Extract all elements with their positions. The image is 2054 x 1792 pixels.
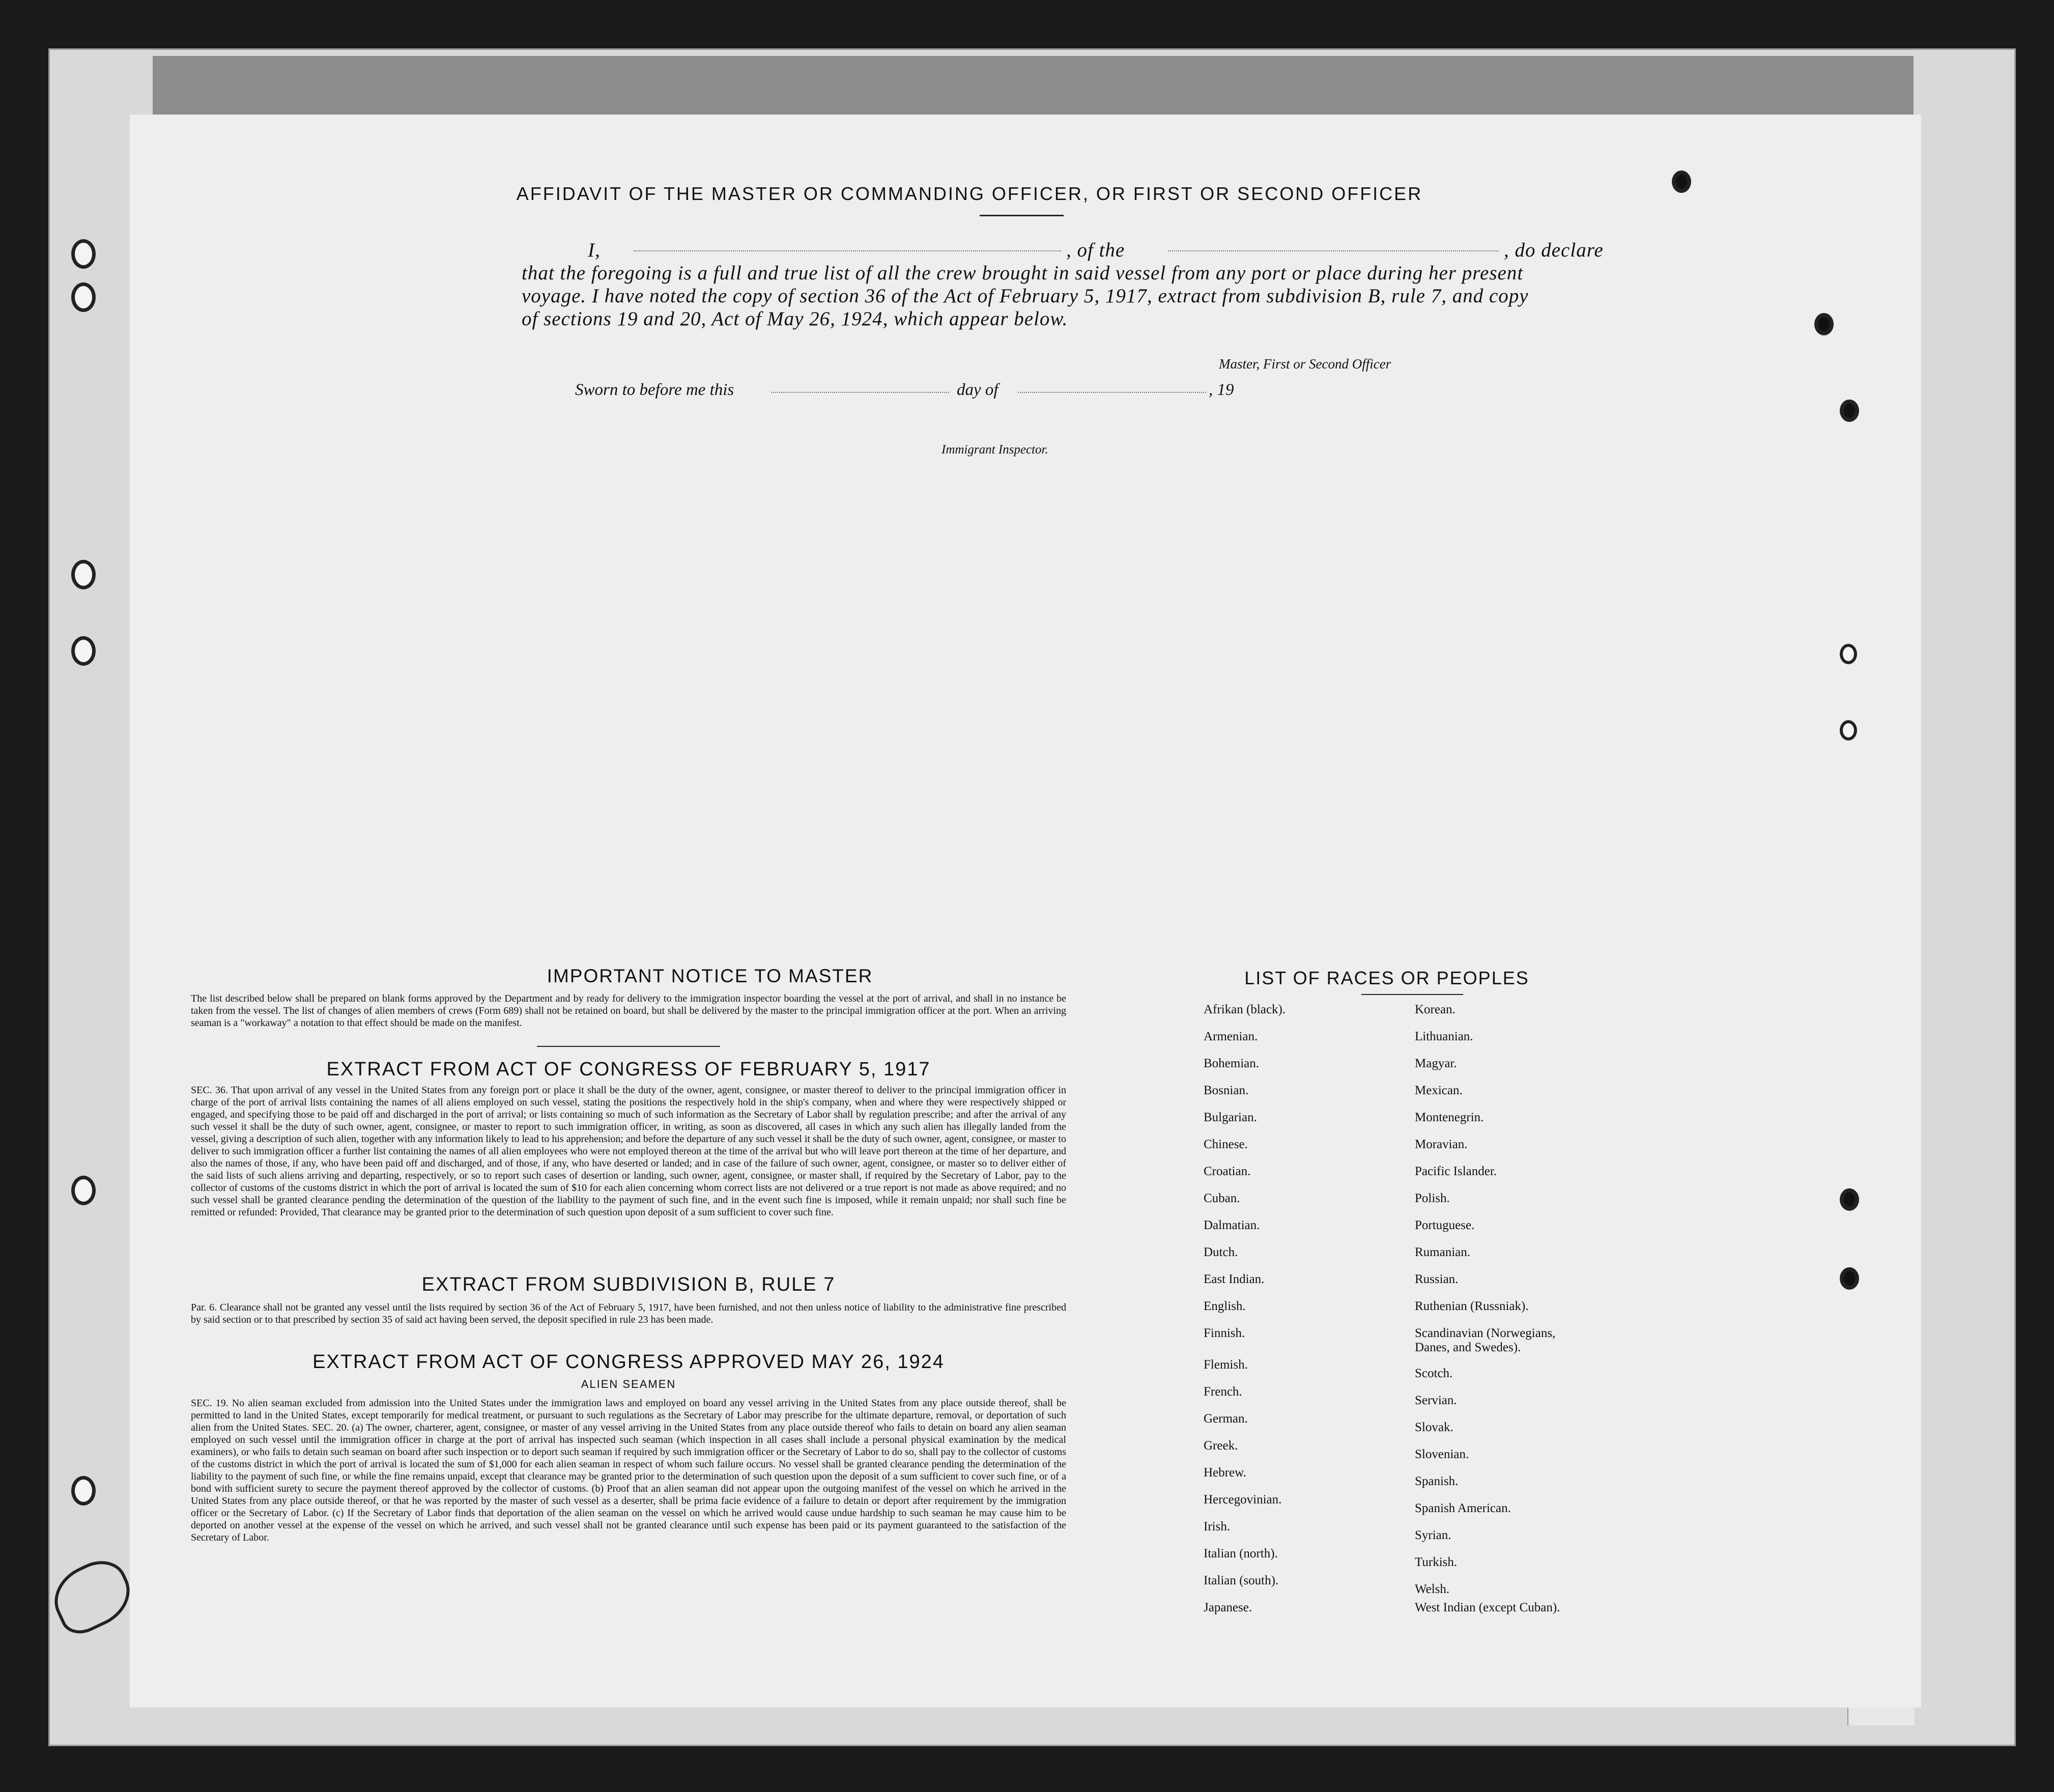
sworn-label: Sworn to before me this (575, 381, 734, 399)
binder-hole (71, 239, 96, 269)
race-item: Montenegrin. (1415, 1111, 1484, 1124)
race-item: Rumanian. (1415, 1245, 1471, 1259)
race-item: Spanish American. (1415, 1501, 1511, 1515)
affidavit-of-the: , of the (1066, 239, 1125, 261)
binder-hole (71, 1176, 96, 1205)
race-item: Slovak. (1415, 1420, 1453, 1434)
affidavit-line-1 (588, 239, 1631, 262)
name-blank (634, 250, 1061, 251)
month-blank (1018, 392, 1206, 393)
race-item: West Indian (except Cuban). (1415, 1601, 1560, 1614)
race-item: Flemish. (1204, 1358, 1248, 1372)
binder-hole (71, 560, 96, 589)
vessel-blank (1168, 250, 1499, 251)
race-item: Scotch. (1415, 1367, 1453, 1380)
affidavit-do-declare: , do declare (1504, 239, 1604, 261)
race-item: Moravian. (1415, 1137, 1468, 1151)
race-item: Finnish. (1204, 1326, 1245, 1340)
race-item: Mexican. (1415, 1084, 1463, 1097)
extract-1924-text: SEC. 19. No alien seaman excluded from admission into the United States under the immigration laws and employed on board any vessel arriving in the United States from any place outside thereof, shall be permitted to land in the United States, except temporarily for medical treatment, or pursuant to such regulations as the Secretary of Labor may prescribe for the ultimate departure, removal, or deportation of such alien from the United States. SEC. 20. (a) The owner, charterer, agent, consignee, or master of any vessel arriving in the United States from any place outside thereof who fails to detain on board any alien seaman employed on such vessel until the immigration officer in charge at the port of arrival has inspected such seaman (which inspection in all cases shall include a personal physical examination by the medical examiners), or who fails to detain such seaman on board after such inspection or to deport such seaman if required by such immigration officer or the Secretary of Labor to do so, shall pay to the collector of customs of the customs district in which the port of arrival is located the sum of $1,000 for each alien seaman in respect of whom such failure occurs. No vessel shall be granted clearance pending the determination of the liability to the payment of such fine, or while the fine remains unpaid, except that clearance may be granted prior to the determination of such question upon the deposit of a sum sufficient to cover such fine, or of a bond with sufficient surety to secure the payment thereof approved by the collector of customs. (b) Proof that an alien seaman did not appear upon the outgoing manifest of the vessel on which he arrived in the United States from any place outside thereof, or that he was reported by the master of such vessel as a deserter, shall be prima facie evidence of a failure to detain or deport after requirement by the immigration officer or the Secretary of Labor. (c) If the Secretary of Labor finds that deportation of the alien seaman on the vessel on which he arrived would cause undue hardship to such seaman he may cause him to be deported on another vessel at the expense of the vessel on which he arrived, and such vessel shall not be granted clearance until such expense has been paid or its payment guaranteed to the satisfaction of the Secretary of Labor. (191, 1398, 1066, 1543)
race-item: Servian. (1415, 1393, 1457, 1407)
race-item: East Indian. (1204, 1272, 1265, 1286)
notice-rule (537, 1046, 720, 1047)
extract-1917-title: EXTRACT FROM ACT OF CONGRESS OF FEBRUARY 5, 1917 (326, 1059, 931, 1080)
race-item: Dalmatian. (1204, 1218, 1260, 1232)
binder-hole (1840, 1267, 1859, 1290)
race-item: Irish. (1204, 1520, 1231, 1533)
affidavit-page (130, 115, 1921, 1708)
extract-1924-title: EXTRACT FROM ACT OF CONGRESS APPROVED MAY 26, 1924 (312, 1351, 945, 1373)
race-item: Italian (north). (1204, 1547, 1278, 1560)
race-item: Bohemian. (1204, 1057, 1260, 1070)
race-item: Portuguese. (1415, 1218, 1475, 1232)
binder-hole (71, 1476, 96, 1505)
binder-hole (1840, 1188, 1859, 1211)
notice-text: The list described below shall be prepared on blank forms approved by the Department and by ready for delivery to the immigration inspector boarding the vessel at the port of arrival, and shall in no instance be taken from the vessel. The list of changes of alien members of crews (Form 689) shall not be retained on board, but shall be delivered by the master to the principal immigration officer at the port. When an arriving seaman is a "workaway" a notation to that effect should be made on the manifest. (191, 993, 1066, 1029)
race-item: Afrikan (black). (1204, 1003, 1286, 1016)
race-item: Italian (south). (1204, 1574, 1279, 1587)
race-item: Korean. (1415, 1003, 1456, 1016)
binder-hole (71, 282, 96, 312)
race-item: Magyar. (1415, 1057, 1457, 1070)
binder-hole (1814, 313, 1834, 335)
race-item: Bosnian. (1204, 1084, 1249, 1097)
binder-hole (71, 636, 96, 666)
race-item: Bulgarian. (1204, 1111, 1257, 1124)
races-underline (1361, 994, 1463, 995)
race-item: German. (1204, 1412, 1248, 1426)
binder-hole (1840, 400, 1859, 422)
extract-1917-text: SEC. 36. That upon arrival of any vessel in the United States from any foreign port or place it shall be the duty of the owner, agent, consignee, or master thereof to deliver to the principal immigration officer in charge of the port of arrival lists containing the names of all aliens employed on such vessel, stating the positions the respectively hold in the ship's company, when and where they were respectively shipped or engaged, and specifying those to be paid off and discharged in the port of arrival; or lists containing so much of such information as the Secretary of Labor shall by regulation prescribe; and after the arrival of any such vessel it shall be the duty of such owner, agent, consignee, or master to report to such immigration officer, in writing, as soon as discovered, all cases in which any such alien has illegally landed from the vessel, giving a description of such alien, together with any information likely to lead to his apprehension; and before the departure of any such vessel it shall be the duty of such owner, agent, consignee, or master to deliver to such immigration officer a further list containing the names of all alien employees who were not employed thereon at the time of the arrival but who will leave port thereon at the time of her departure, and also the names of those, if any, who have been paid off and discharged, and of those, if any, who have deserted or landed; and in case of the failure of such owner, agent, consignee, or master so to deliver either of the said lists of such aliens arriving and departing, respectively, or so to report such cases of desertion or landing, such owner, agent, consignee, or master shall, if required by the Secretary of Labor, pay to the collector of customs of the customs district in which the port of arrival is located the sum of $10 for each alien concerning whom correct lists are not delivered or a true report is not made as above required; and no such vessel shall be granted clearance pending the determination of the question of the liability to the payment of such fine, and in the event such fine is imposed, while it remain unpaid; nor shall such fine be remitted or refunded: Provided, That clearance may be granted prior to the determination of such question upon deposit of a sum sufficient to cover such fine. (191, 1085, 1066, 1218)
sworn-line (575, 381, 1440, 403)
race-item: Slovenian. (1415, 1447, 1469, 1461)
race-item: Polish. (1415, 1191, 1450, 1205)
extract-1924-subtitle: ALIEN SEAMEN (581, 1378, 676, 1390)
race-item: Croatian. (1204, 1164, 1251, 1178)
affidavit-line-3: voyage. I have noted the copy of section 36 of the Act of February 5, 1917, extract from subdivision B, rule 7, and copy (522, 285, 1529, 307)
race-item: Turkish. (1415, 1555, 1458, 1569)
binder-hole (1672, 170, 1691, 193)
day-of-label: day of (957, 381, 999, 399)
race-item: Chinese. (1204, 1137, 1248, 1151)
notice-title: IMPORTANT NOTICE TO MASTER (547, 965, 873, 986)
race-item: Hebrew. (1204, 1466, 1246, 1480)
affidavit-title: AFFIDAVIT OF THE MASTER OR COMMANDING OFFICER, OR FIRST OR SECOND OFFICER (516, 183, 1423, 204)
race-item: Spanish. (1415, 1474, 1459, 1488)
race-item: Welsh. (1415, 1582, 1450, 1596)
race-item: Russian. (1415, 1272, 1459, 1286)
races-title: LIST OF RACES OR PEOPLES (1244, 968, 1529, 988)
race-item: Cuban. (1204, 1191, 1240, 1205)
race-item: Dutch. (1204, 1245, 1238, 1259)
year-label: , 19 (1209, 381, 1234, 399)
binder-hole (1840, 720, 1857, 741)
race-item: Japanese. (1204, 1601, 1252, 1614)
race-item: French. (1204, 1385, 1242, 1399)
master-signature-label: Master, First or Second Officer (1219, 356, 1391, 372)
race-item: Pacific Islander. (1415, 1164, 1497, 1178)
race-item: Hercegovinian. (1204, 1493, 1282, 1506)
race-item: English. (1204, 1299, 1246, 1313)
race-item: Armenian. (1204, 1030, 1258, 1043)
race-item: Lithuanian. (1415, 1030, 1473, 1043)
affidavit-line-4: of sections 19 and 20, Act of May 26, 1924, which appear below. (522, 308, 1068, 330)
rule7-title: EXTRACT FROM SUBDIVISION B, RULE 7 (421, 1274, 836, 1295)
binder-hole (1840, 644, 1857, 664)
affidavit-line-2: that the foregoing is a full and true list of all the crew brought in said vessel from any port or place during her present (522, 262, 1524, 284)
day-blank (771, 392, 949, 393)
race-item: Scandinavian (Norwegians, Danes, and Swedes). (1415, 1326, 1556, 1354)
race-item: Greek. (1204, 1439, 1238, 1453)
immigrant-inspector-label: Immigrant Inspector. (942, 443, 1048, 457)
affidavit-i: I, (588, 239, 601, 261)
title-underline (980, 215, 1064, 216)
race-item: Ruthenian (Russniak). (1415, 1299, 1529, 1313)
race-item: Syrian. (1415, 1528, 1451, 1542)
rule7-text: Par. 6. Clearance shall not be granted any vessel until the lists required by section 36 of the Act of February 5, 1917, have been furnished, and not then unless notice of liability to the administrative fine prescribed by said section or to that prescribed by section 35 of said act having been served, the deposit specified in rule 23 has been made. (191, 1302, 1066, 1325)
